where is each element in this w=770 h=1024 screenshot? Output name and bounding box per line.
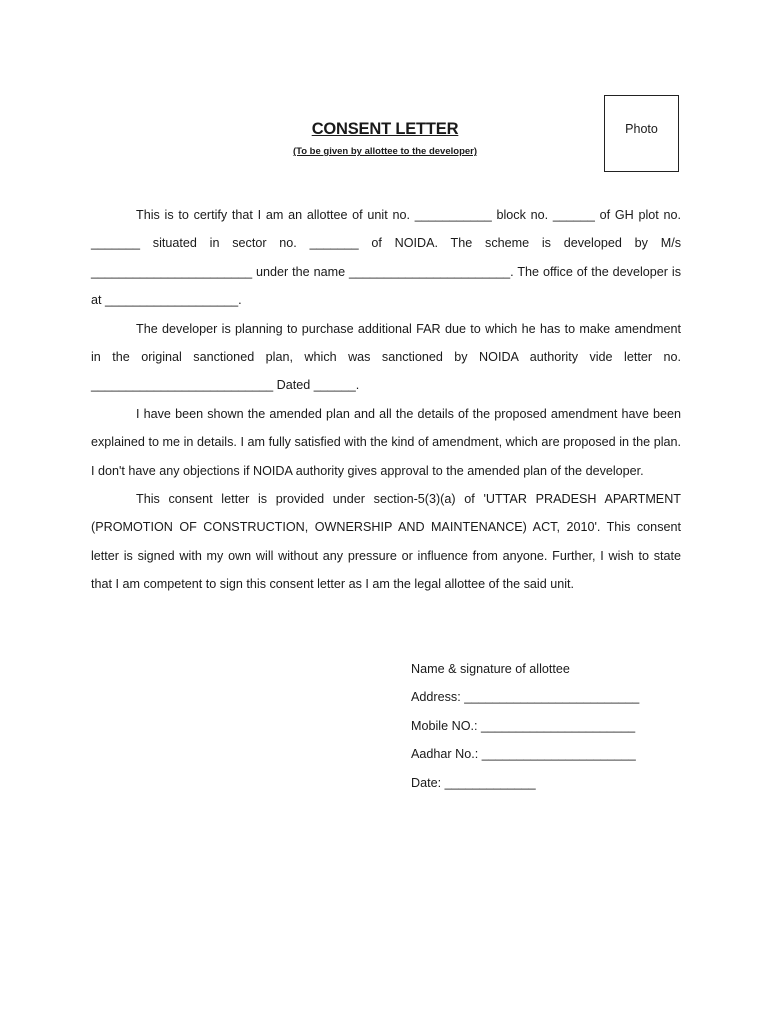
address-field: Address: _________________________ (411, 690, 640, 705)
name-signature-label: Name & signature of allottee (411, 662, 570, 676)
aadhar-field: Aadhar No.: ______________________ (411, 747, 636, 762)
letter-body (91, 201, 681, 599)
paragraph-amended-plan: I have been shown the amended plan and all the details of the proposed amendment have been explained to me in details. I am fully satisfied with the kind of amendment, which are proposed in the plan. I don't have any objections if NOIDA authority gives approval to the amended plan of the developer. (91, 406, 681, 478)
paragraph-legal-consent: This consent letter is provided under section-5(3)(a) of 'UTTAR PRADESH APARTMENT (PROMOTION OF CONSTRUCTION, OWNERSHIP AND MAINTENANCE) ACT, 2010'. This consent letter is signed with my own will without any pressure or influence from anyone. Further, I wish to state that I am competent to sign this consent letter as I am the legal allottee of the said unit. (91, 492, 681, 592)
document-subtitle: (To be given by allottee to the developer) (292, 146, 478, 157)
photo-label: Photo (625, 122, 658, 136)
paragraph-certification: This is to certify that I am an allottee of unit no. ___________ block no. ______ of GH plot no. _______ situated in sector no. _______ of NOIDA. The scheme is developed by M/s _______________________ under the name _______________________. The office of the developer is at ___________________. (91, 208, 681, 308)
signature-block (411, 655, 639, 797)
date-field: Date: _____________ (411, 775, 536, 790)
document-title: CONSENT LETTER (311, 120, 459, 138)
photo-box (604, 95, 679, 172)
paragraph-far-amendment: The developer is planning to purchase additional FAR due to which he has to make amendment in the original sanctioned plan, which was sanctioned by NOIDA authority vide letter no. __________________________ Dated ______. (91, 321, 681, 393)
mobile-field: Mobile NO.: ______________________ (411, 718, 636, 733)
